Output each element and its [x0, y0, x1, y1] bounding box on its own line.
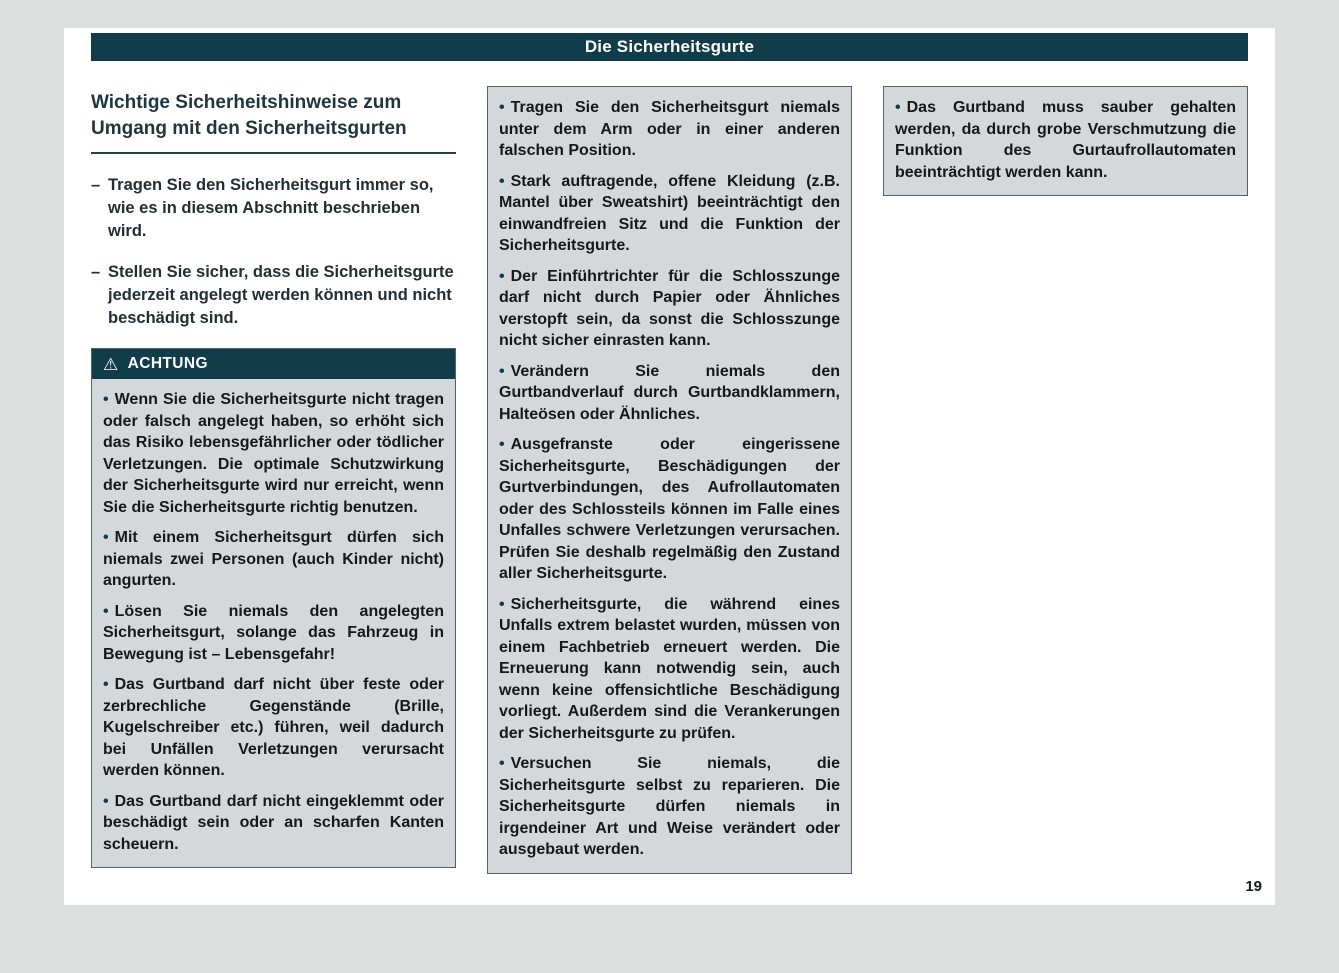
warning-item	[499, 753, 840, 861]
warning-label: ACHTUNG	[127, 355, 208, 373]
warning-icon: ⚠	[103, 354, 119, 374]
dash-list-item	[91, 174, 456, 243]
bullet-icon: •	[499, 436, 505, 453]
page-header-bar	[91, 33, 1248, 61]
bullet-icon: •	[499, 99, 505, 116]
warning-item	[103, 527, 444, 592]
warning-item	[499, 97, 840, 162]
warning-item-text: Mit einem Sicherheitsgurt dürfen sich niemals zwei Personen (auch Kinder nicht) angurten.	[103, 529, 444, 590]
warning-item-text: Lösen Sie niemals den angelegten Sicherheitsgurt, solange das Fahrzeug in Bewegung ist – Lebensgefahr!	[103, 602, 444, 663]
warning-item	[499, 361, 840, 426]
column-1	[91, 86, 456, 868]
warning-box	[91, 348, 456, 868]
warning-box-body	[92, 379, 455, 867]
dash-item-text: Stellen Sie sicher, dass die Sicherheitsgurte jederzeit angelegt werden können und nicht beschädigt sind.	[108, 263, 454, 328]
bullet-icon: •	[103, 792, 109, 810]
bullet-icon: •	[499, 595, 505, 613]
warning-item-text: Tragen Sie den Sicherheitsgurt niemals unter dem Arm oder in einer anderen falschen Position.	[499, 99, 840, 159]
warning-item-text: Der Einführtrichter für die Schlosszunge darf nicht durch Papier oder Ähnliches verstopft sein, da sonst die Schlosszunge nicht sicher einrasten kann.	[499, 267, 840, 349]
warning-item	[499, 266, 840, 352]
warning-item	[103, 674, 444, 782]
bullet-icon: •	[499, 172, 505, 190]
warning-continuation-box	[487, 86, 852, 874]
warning-item-text: Ausgefranste oder eingerissene Sicherheitsgurte, Beschädigungen der Gurtverbindungen, des Aufrollautomaten oder des Schlossteils können im Falle eines Unfalles schwere Verletzungen verursachen. Prüfen Sie deshalb regelmäßig den Zustand aller Sicherheitsgurte.	[499, 436, 840, 582]
warning-box-header	[92, 349, 455, 379]
three-column-layout	[91, 86, 1248, 874]
warning-item	[103, 791, 444, 856]
warning-item-text: Das Gurtband muss sauber gehalten werden, da durch grobe Verschmutzung die Funktion des Gurtaufrollautomaten beeinträchtigt werden kann.	[895, 99, 1236, 181]
dash-icon: –	[91, 263, 101, 282]
page-number: 19	[1245, 878, 1262, 895]
bullet-icon: •	[103, 602, 109, 620]
column-2	[487, 86, 852, 874]
bullet-icon: •	[499, 362, 505, 380]
warning-item-text: Das Gurtband darf nicht eingeklemmt oder beschädigt sein oder an scharfen Kanten scheuern.	[103, 792, 444, 853]
dash-icon: –	[91, 176, 101, 195]
warning-continuation-box	[883, 86, 1248, 196]
warning-item-text: Wenn Sie die Sicherheitsgurte nicht tragen oder falsch angelegt haben, so erhöht sich das Risiko lebensgefährlicher oder tödlicher Verletzungen. Die optimale Schutzwirkung der Sicherheitsgurte wird nur erreicht, wenn Sie die Sicherheitsgurte richtig benutzen.	[103, 391, 444, 516]
warning-item	[499, 171, 840, 257]
page-title: Die Sicherheitsgurte	[584, 37, 755, 56]
warning-item	[103, 601, 444, 666]
bullet-icon: •	[499, 755, 505, 772]
warning-item-text: Stark auftragende, offene Kleidung (z.B. Mantel über Sweatshirt) beeinträchtigt den einwandfreien Sitz und die Funktion der Sicherheitsgurte.	[499, 172, 840, 254]
warning-item-text: Sicherheitsgurte, die während eines Unfalls extrem belastet wurden, müssen von einem Fachbetrieb erneuert werden. Die Erneuerung kann notwendig sein, auch wenn keine offensichtliche Beschädigung vorliegt. Außerdem sind die Verankerungen der Sicherheitsgurte zu prüfen.	[499, 595, 840, 742]
column-3	[883, 86, 1248, 196]
manual-page	[64, 28, 1275, 905]
bullet-icon: •	[499, 267, 505, 285]
warning-item-text: Versuchen Sie niemals, die Sicherheitsgurte selbst zu reparieren. Die Sicherheitsgurte dürfen niemals in irgendeiner Art und Weise verändert oder ausgebaut werden.	[499, 755, 840, 858]
section-heading: Wichtige Sicherheitshinweise zum Umgang mit den Sicherheitsgurten	[91, 90, 456, 154]
bullet-icon: •	[103, 391, 109, 409]
warning-item	[103, 389, 444, 518]
bullet-icon: •	[895, 99, 901, 116]
bullet-icon: •	[103, 676, 109, 694]
warning-item	[499, 594, 840, 745]
warning-item	[499, 434, 840, 585]
bullet-icon: •	[103, 529, 109, 547]
warning-item-text: Das Gurtband darf nicht über feste oder zerbrechliche Gegenstände (Brille, Kugelschreiber etc.) führen, weil dadurch bei Unfällen Verletzungen verursacht werden können.	[103, 676, 444, 780]
warning-item-text: Verändern Sie niemals den Gurtbandverlauf durch Gurtbandklammern, Halteösen oder Ähnliches.	[499, 362, 840, 423]
dash-list-item	[91, 261, 456, 330]
warning-item	[895, 97, 1236, 183]
dash-item-text: Tragen Sie den Sicherheitsgurt immer so, wie es in diesem Abschnitt beschrieben wird.	[108, 176, 434, 241]
